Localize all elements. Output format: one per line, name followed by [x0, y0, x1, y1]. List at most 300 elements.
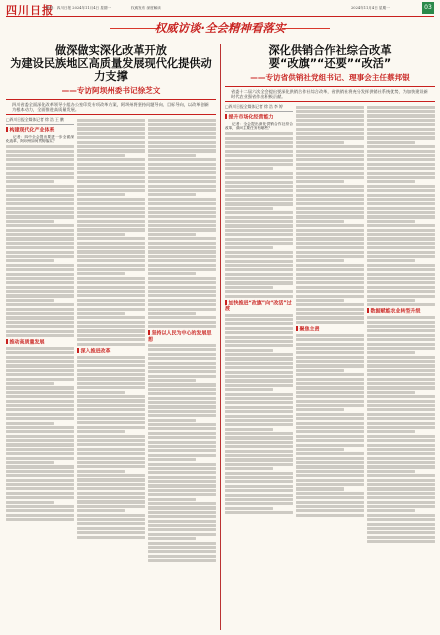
- body-text-line: [296, 295, 364, 298]
- body-text-line: [77, 492, 145, 495]
- body-text-line: [367, 202, 435, 205]
- body-text-line: [6, 386, 74, 389]
- body-text-line: [148, 555, 216, 558]
- left-article: [6, 44, 216, 630]
- body-text-line: [77, 426, 145, 429]
- body-text-line: [148, 427, 216, 430]
- body-text-line: [367, 356, 435, 359]
- body-text-line: [148, 432, 216, 435]
- body-text-line: [6, 408, 74, 411]
- newspaper-logo: 四川日报: [6, 4, 54, 17]
- body-text-line: [148, 528, 216, 531]
- body-text-line: [148, 449, 216, 452]
- body-text-line: [77, 224, 145, 227]
- body-text-line: [225, 167, 273, 170]
- body-text-line: [6, 360, 74, 363]
- body-text-line: [296, 316, 364, 319]
- body-text-line: [77, 237, 145, 240]
- body-text-line: [6, 443, 74, 446]
- body-text-line: [367, 501, 435, 504]
- body-text-line: [6, 422, 54, 425]
- body-text-line: [77, 180, 145, 183]
- body-text-line: [367, 483, 435, 486]
- right-subtitle: ——专访省供销社党组书记、理事会主任蔡邦银: [250, 73, 410, 82]
- body-text-line: [148, 171, 216, 174]
- body-text-line: [148, 357, 216, 360]
- body-text-line: [225, 290, 293, 293]
- body-text-line: [225, 498, 293, 501]
- body-text-line: [225, 428, 273, 431]
- body-text-line: [148, 520, 216, 523]
- body-text-line: [6, 505, 74, 508]
- body-text-line: [148, 506, 216, 509]
- body-text-line: [367, 369, 435, 372]
- body-text-line: [367, 167, 435, 170]
- body-text-line: [225, 281, 293, 284]
- masthead: [6, 2, 434, 17]
- body-text-line: [296, 242, 364, 245]
- body-text-line: [6, 224, 74, 227]
- body-text-line: [367, 268, 435, 271]
- body-text-line: [367, 329, 435, 332]
- body-text-line: [6, 457, 74, 460]
- body-text-line: [367, 496, 435, 499]
- body-text-line: [77, 404, 145, 407]
- body-text-line: [225, 159, 293, 162]
- body-text-line: [77, 413, 145, 416]
- body-text-line: [148, 366, 216, 369]
- body-text-line: [6, 303, 74, 306]
- body-text-line: [148, 149, 216, 152]
- body-text-line: [296, 391, 364, 394]
- column-divider: [220, 44, 221, 630]
- body-text-line: [225, 362, 293, 365]
- body-text-line: [296, 430, 364, 433]
- body-text-line: [367, 413, 435, 416]
- body-text-line: [77, 294, 145, 297]
- body-text-line: [77, 334, 145, 337]
- body-text-line: [148, 264, 216, 267]
- body-text-line: [296, 114, 364, 117]
- body-text-line: [225, 393, 293, 396]
- body-text-line: [225, 366, 293, 369]
- body-text-line: [225, 238, 293, 241]
- body-text-line: [225, 454, 293, 457]
- body-text-line: [225, 141, 293, 144]
- body-text-line: [148, 401, 216, 404]
- body-text-line: [77, 123, 145, 126]
- body-text-line: [6, 334, 74, 337]
- body-text-line: [77, 158, 145, 161]
- body-text-line: [225, 357, 293, 360]
- body-text-line: [225, 511, 293, 514]
- body-text-line: [77, 233, 125, 236]
- right-section-heading: 聚焦主责: [296, 326, 364, 333]
- body-text-line: [225, 485, 293, 488]
- body-text-line: [296, 299, 344, 302]
- body-text-line: [296, 413, 364, 416]
- body-text-line: [296, 505, 364, 508]
- body-text-line: [77, 364, 145, 367]
- body-text-line: [225, 450, 293, 453]
- body-text-line: [296, 452, 364, 455]
- body-text-line: [6, 501, 54, 504]
- body-text-line: [6, 430, 74, 433]
- body-text-line: [148, 215, 216, 218]
- body-text-line: [367, 259, 415, 262]
- body-text-line: [225, 340, 293, 343]
- body-text-line: [367, 457, 435, 460]
- body-text-line: [367, 211, 435, 214]
- body-text-line: [225, 229, 293, 232]
- body-text-line: [6, 448, 74, 451]
- body-text-line: [367, 364, 435, 367]
- body-text-line: [148, 493, 216, 496]
- body-text-line: [367, 176, 435, 179]
- body-text-line: [225, 397, 293, 400]
- body-text-line: [77, 369, 145, 372]
- body-text-line: [225, 467, 273, 470]
- body-text-line: [296, 417, 364, 420]
- body-text-line: [367, 321, 435, 324]
- body-text-line: [148, 180, 216, 183]
- body-text-line: [77, 176, 145, 179]
- right-article: [225, 44, 435, 630]
- body-text-line: [6, 373, 74, 376]
- body-text-line: [77, 149, 145, 152]
- body-text-line: [225, 233, 293, 236]
- body-text-line: [77, 211, 145, 214]
- body-text-line: [6, 369, 74, 372]
- body-text-line: [296, 176, 364, 179]
- body-text-line: [6, 145, 74, 148]
- body-text-line: [296, 198, 364, 201]
- body-text-line: [225, 163, 293, 166]
- body-text-line: [225, 472, 293, 475]
- body-text-line: [225, 375, 293, 378]
- body-text-line: [6, 207, 74, 210]
- body-text-line: [148, 224, 216, 227]
- body-text-line: [296, 202, 364, 205]
- body-text-line: [296, 290, 364, 293]
- body-text-line: [367, 378, 435, 381]
- body-text-line: [367, 531, 435, 534]
- body-text-line: [6, 426, 74, 429]
- body-text-line: [77, 198, 145, 201]
- body-text-line: [367, 207, 435, 210]
- body-text-line: [77, 321, 145, 324]
- body-text-line: [296, 465, 364, 468]
- body-text-line: [296, 356, 364, 359]
- body-text-line: [225, 327, 293, 330]
- body-text-line: [367, 251, 435, 254]
- body-text-line: [6, 180, 54, 183]
- body-text-line: [148, 268, 216, 271]
- body-text-line: [148, 458, 196, 461]
- body-text-line: [148, 441, 216, 444]
- body-text-line: [367, 316, 435, 319]
- body-text-line: [225, 458, 293, 461]
- body-text-line: [367, 373, 435, 376]
- body-text-line: [77, 483, 145, 486]
- body-text-line: [77, 316, 145, 319]
- body-text-line: [148, 211, 216, 214]
- body-text-line: [6, 382, 54, 385]
- body-text-line: [148, 353, 216, 356]
- body-text-line: [77, 386, 145, 389]
- body-text-line: [77, 171, 145, 174]
- edition-label: 权威发布 深度解读: [131, 6, 161, 10]
- body-text-line: [6, 413, 74, 416]
- body-text-line: [148, 119, 216, 122]
- body-text-line: [296, 163, 364, 166]
- body-text-line: [367, 527, 435, 530]
- body-text-line: [367, 400, 435, 403]
- body-text-line: [367, 194, 435, 197]
- body-text-line: [148, 145, 216, 148]
- body-text-line: [148, 379, 196, 382]
- body-text-line: [367, 229, 435, 232]
- body-text-line: [296, 255, 364, 258]
- body-text-line: [367, 452, 435, 455]
- body-text-line: [148, 202, 216, 205]
- body-text-line: [148, 480, 216, 483]
- body-text-line: [148, 163, 216, 166]
- body-text-line: [296, 167, 364, 170]
- body-text-line: [148, 445, 216, 448]
- body-text-line: [296, 408, 344, 411]
- body-text-line: [6, 308, 74, 311]
- body-text-line: [6, 325, 74, 328]
- right-body: [225, 104, 435, 544]
- right-headline-line1: 深化供销合作社综合改革: [268, 44, 392, 57]
- body-text-line: [77, 207, 145, 210]
- body-text-line: [148, 537, 196, 540]
- body-text-line: [367, 136, 435, 139]
- body-text-line: [225, 415, 293, 418]
- body-text-line: [6, 176, 74, 179]
- body-text-line: [296, 404, 364, 407]
- body-text-line: [367, 145, 435, 148]
- body-text-line: [77, 185, 145, 188]
- left-body: [6, 117, 216, 563]
- body-text-line: [296, 185, 364, 188]
- body-text-line: [6, 251, 74, 254]
- body-text-line: [148, 542, 216, 545]
- left-section-heading: 推动高质量发展: [6, 339, 74, 346]
- body-text-line: [148, 484, 216, 487]
- body-text-line: [296, 246, 364, 249]
- body-text-line: [6, 509, 74, 512]
- left-headline-line2: 为建设民族地区高质量发展现代化提供动力支撑: [10, 57, 212, 83]
- body-text-line: [225, 268, 293, 271]
- body-text-line: [77, 518, 145, 521]
- body-text-line: [367, 439, 435, 442]
- body-text-line: [77, 373, 145, 376]
- body-text-line: [367, 185, 435, 188]
- right-intro: 省委十二届六次全会提出要深化供销合作社综合改革，省供销社将充分发挥供销社系统优势，为加快建设新时代农业强省作出积极贡献。: [225, 86, 435, 102]
- body-text-line: [6, 229, 74, 232]
- body-text-line: [296, 364, 364, 367]
- body-text-line: [77, 465, 145, 468]
- body-text-line: [296, 343, 364, 346]
- body-text-line: [367, 189, 435, 192]
- body-text-line: [225, 137, 293, 140]
- body-text-line: [225, 318, 293, 321]
- body-text-line: [148, 388, 216, 391]
- body-text-line: [296, 312, 364, 315]
- body-text-line: [225, 322, 293, 325]
- body-text-line: [225, 132, 293, 135]
- body-text-line: [225, 264, 293, 267]
- body-text-line: [367, 119, 435, 122]
- body-text-line: [296, 154, 364, 157]
- body-text-line: [296, 273, 364, 276]
- body-text-line: [148, 286, 216, 289]
- body-text-line: [77, 281, 145, 284]
- body-text-line: [296, 422, 364, 425]
- body-text-line: [225, 344, 293, 347]
- body-text-line: [225, 185, 293, 188]
- body-text-line: [6, 273, 74, 276]
- body-text-line: [367, 114, 435, 117]
- body-text-line: [6, 299, 54, 302]
- body-text-line: [367, 303, 435, 306]
- body-text-line: [296, 483, 364, 486]
- body-text-line: [367, 158, 435, 161]
- body-text-line: [296, 194, 364, 197]
- body-text-line: [6, 316, 74, 319]
- body-text-line: [6, 321, 74, 324]
- body-text-line: [367, 391, 415, 394]
- body-text-line: [77, 277, 145, 280]
- body-text-line: [148, 158, 216, 161]
- body-text-line: [225, 463, 293, 466]
- body-text-line: [77, 470, 125, 473]
- body-text-line: [148, 370, 216, 373]
- body-text-line: [77, 500, 145, 503]
- body-text-line: [77, 382, 145, 385]
- body-text-line: [296, 233, 364, 236]
- body-text-line: [225, 154, 293, 157]
- body-text-line: [148, 524, 216, 527]
- body-text-line: [6, 220, 54, 223]
- right-dateline: 2024年11月4日 星期一: [351, 6, 390, 10]
- left-section-heading: 深入推进改革: [77, 348, 145, 355]
- body-text-line: [148, 312, 196, 315]
- right-headline-line2: 要“改旗”“还要”“改活”: [268, 57, 392, 70]
- body-text-line: [367, 172, 435, 175]
- body-text-line: [225, 379, 293, 382]
- body-text-line: [296, 259, 344, 262]
- body-text-line: [225, 207, 273, 210]
- body-text-line: [367, 351, 415, 354]
- body-text-line: [77, 443, 145, 446]
- body-text-line: [367, 110, 435, 113]
- body-text-line: [225, 220, 293, 223]
- body-text-line: [148, 375, 216, 378]
- body-text-line: [6, 347, 74, 350]
- body-text-line: [367, 163, 435, 166]
- body-text-line: [6, 330, 74, 333]
- body-text-line: [225, 145, 293, 148]
- right-section-heading: 提升市场化经营能力: [225, 114, 293, 121]
- body-text-line: [225, 189, 293, 192]
- body-text-line: [77, 286, 145, 289]
- body-text-line: [367, 277, 435, 280]
- left-section-heading: 坚持以人民为中心的发展思想: [148, 330, 212, 343]
- body-text-line: [296, 145, 364, 148]
- body-text-line: [77, 435, 145, 438]
- body-text-line: [77, 461, 145, 464]
- body-text-line: [225, 388, 273, 391]
- body-text-line: [77, 163, 145, 166]
- body-text-line: [6, 351, 74, 354]
- body-text-line: [367, 286, 435, 289]
- body-text-line: [6, 465, 74, 468]
- body-text-line: [77, 242, 145, 245]
- body-text-line: [296, 277, 364, 280]
- body-text-line: [296, 180, 344, 183]
- body-text-line: [296, 308, 364, 311]
- body-text-line: [225, 502, 293, 505]
- body-text-line: [77, 430, 125, 433]
- body-text-line: [6, 474, 74, 477]
- body-text-line: [77, 329, 145, 332]
- body-text-line: [225, 336, 293, 339]
- body-text-line: [148, 419, 196, 422]
- body-text-line: [148, 559, 216, 562]
- body-text-line: [148, 250, 216, 253]
- body-text-line: [77, 448, 145, 451]
- body-text-line: [296, 395, 364, 398]
- body-text-line: [6, 246, 74, 249]
- body-text-line: [367, 128, 435, 131]
- left-subtitle: ——专访阿坝州委书记徐芝文: [61, 86, 161, 95]
- body-text-line: [367, 224, 435, 227]
- body-text-line: [6, 233, 74, 236]
- body-text-line: [225, 401, 293, 404]
- body-text-line: [367, 514, 435, 517]
- body-text-line: [148, 463, 216, 466]
- body-text-line: [367, 505, 435, 508]
- body-text-line: [367, 242, 435, 245]
- body-text-line: [148, 344, 216, 347]
- body-text-line: [6, 237, 74, 240]
- body-text-line: [296, 264, 364, 267]
- body-text-line: [148, 498, 196, 501]
- body-text-line: [148, 471, 216, 474]
- body-text-line: [225, 260, 293, 263]
- body-text-line: [367, 360, 435, 363]
- body-text-line: [6, 435, 74, 438]
- body-text-line: [225, 432, 293, 435]
- body-text-line: [225, 436, 293, 439]
- body-text-line: [296, 426, 364, 429]
- body-text-line: [148, 189, 216, 192]
- body-text-line: [296, 479, 364, 482]
- body-text-line: [77, 312, 125, 315]
- body-text-line: [148, 136, 216, 139]
- body-text-line: [225, 441, 293, 444]
- body-text-line: [148, 141, 216, 144]
- body-text-line: [148, 550, 216, 553]
- body-text-line: [148, 410, 216, 413]
- body-text-line: [296, 303, 364, 306]
- body-text-line: [148, 281, 216, 284]
- body-text-line: [296, 281, 364, 284]
- body-text-line: [367, 395, 435, 398]
